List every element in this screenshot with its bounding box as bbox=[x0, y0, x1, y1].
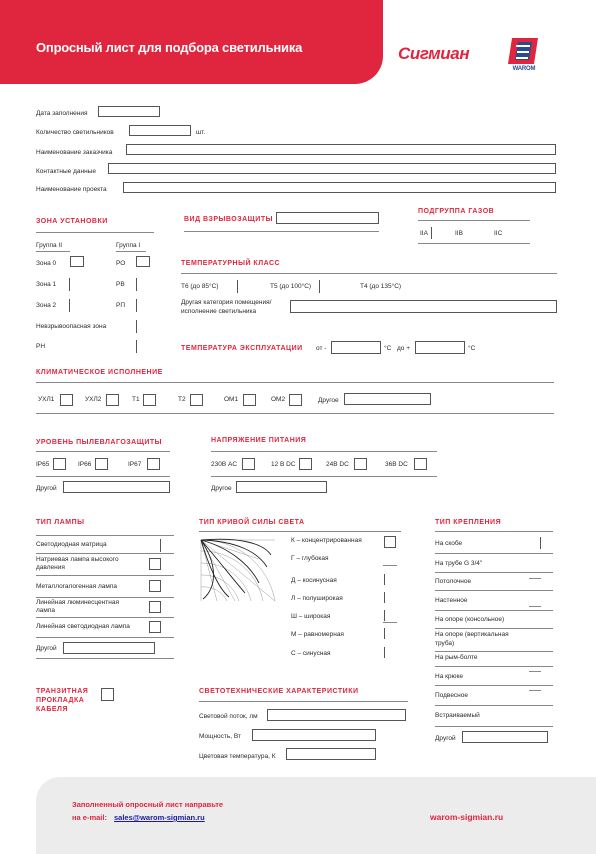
t5-label: Т5 (до 100°С) bbox=[270, 283, 312, 290]
divider bbox=[418, 243, 530, 244]
climate-t1-checkbox[interactable] bbox=[143, 394, 156, 406]
gas-iia-label: IIA bbox=[420, 230, 428, 237]
climate-other-label: Другое bbox=[318, 397, 339, 404]
flux-input[interactable] bbox=[267, 709, 406, 721]
temp-to-unit: °С bbox=[468, 345, 476, 352]
mount-bracket-checkbox[interactable] bbox=[540, 537, 541, 549]
lamp-section-title: ТИП ЛАМПЫ bbox=[36, 519, 85, 526]
mount-ceiling-label: Потолочное bbox=[435, 578, 472, 585]
curve-k-label: К – концентрированная bbox=[291, 537, 362, 544]
zone-1-label: Зона 1 bbox=[36, 281, 57, 288]
transit-title-line3: КАБЕЛЯ bbox=[36, 706, 68, 713]
transit-checkbox[interactable] bbox=[101, 688, 114, 701]
voltage-other-input[interactable] bbox=[236, 481, 327, 493]
zone-safe-checkbox[interactable] bbox=[136, 320, 137, 333]
curve-l-label: Л – полуширокая bbox=[291, 595, 343, 602]
divider bbox=[211, 476, 437, 477]
climate-ukhl1-label: УХЛ1 bbox=[38, 396, 55, 403]
divider bbox=[383, 622, 397, 623]
divider bbox=[36, 658, 174, 659]
mount-bracket-label: На скобе bbox=[435, 540, 463, 547]
divider bbox=[36, 535, 174, 536]
climate-ukhl2-checkbox[interactable] bbox=[106, 394, 119, 406]
voltage-24-label: 24В DC bbox=[326, 461, 349, 468]
climate-om1-checkbox[interactable] bbox=[243, 394, 256, 406]
ip67-checkbox[interactable] bbox=[147, 458, 160, 470]
climate-other-input[interactable] bbox=[344, 393, 431, 405]
group-2-label: Группа II bbox=[36, 242, 63, 249]
zone-ro-label: РО bbox=[116, 260, 126, 267]
climate-om1-label: ОМ1 bbox=[224, 396, 239, 403]
photometric-section-title: СВЕТОТЕХНИЧЕСКИЕ ХАРАКТЕРИСТИКИ bbox=[199, 688, 359, 695]
date-input[interactable] bbox=[98, 106, 160, 117]
lamp-linear-led-checkbox[interactable] bbox=[149, 621, 161, 633]
curve-d-checkbox[interactable] bbox=[384, 574, 385, 585]
customer-input[interactable] bbox=[126, 144, 556, 155]
other-category-label-2: исполнение светильника bbox=[181, 308, 257, 315]
lamp-other-input[interactable] bbox=[63, 642, 155, 654]
curve-m-checkbox[interactable] bbox=[384, 628, 385, 639]
ip65-checkbox[interactable] bbox=[53, 458, 66, 470]
t5-checkbox[interactable] bbox=[319, 280, 320, 293]
ip66-label: IP66 bbox=[78, 461, 92, 468]
zone-rp-checkbox[interactable] bbox=[136, 299, 137, 312]
climate-ukhl1-checkbox[interactable] bbox=[60, 394, 73, 406]
project-input[interactable] bbox=[123, 182, 556, 193]
mount-suspended-checkbox[interactable] bbox=[529, 690, 541, 691]
explosion-input[interactable] bbox=[276, 212, 379, 224]
divider bbox=[435, 705, 553, 706]
divider bbox=[435, 553, 553, 554]
mount-wall-label: Настенное bbox=[435, 597, 468, 604]
voltage-36-label: 36В DC bbox=[385, 461, 408, 468]
temp-to-label: до + bbox=[397, 345, 411, 352]
mount-eyebolt-label: На рым-болте bbox=[435, 654, 478, 661]
lamp-led-matrix-label: Светодиодная матрица bbox=[36, 541, 107, 548]
quantity-label: Количество светильников bbox=[36, 129, 114, 136]
voltage-230-checkbox[interactable] bbox=[242, 458, 255, 470]
zone-2-label: Зона 2 bbox=[36, 302, 57, 309]
lamp-sodium-label-2: давления bbox=[36, 564, 65, 571]
flux-label: Световой поток, лм bbox=[199, 713, 258, 720]
quantity-input[interactable] bbox=[129, 125, 191, 136]
cct-label: Цветовая температура, К bbox=[199, 753, 276, 760]
other-category-label-1: Другая категория помещения/ bbox=[181, 299, 272, 306]
explosion-section-title: ВИД ВЗРЫВОЗАЩИТЫ bbox=[184, 216, 273, 223]
divider bbox=[435, 531, 553, 532]
temp-from-label: от - bbox=[316, 345, 327, 352]
lamp-fluorescent-label-1: Линейная люминесцентная bbox=[36, 599, 119, 606]
divider bbox=[435, 685, 553, 686]
divider bbox=[418, 220, 530, 221]
curve-g-label: Г – глубокая bbox=[291, 555, 329, 562]
mount-ceiling-checkbox[interactable] bbox=[529, 578, 541, 579]
curve-section-title: ТИП КРИВОЙ СИЛЫ СВЕТА bbox=[199, 519, 305, 526]
voltage-24-checkbox[interactable] bbox=[354, 458, 367, 470]
curve-sh-checkbox[interactable] bbox=[384, 610, 385, 621]
divider bbox=[435, 610, 553, 611]
ip66-checkbox[interactable] bbox=[95, 458, 108, 470]
project-label: Наименование проекта bbox=[36, 186, 107, 193]
ip-other-label: Другой bbox=[36, 485, 57, 492]
divider bbox=[199, 701, 408, 702]
light-distribution-diagram-icon bbox=[199, 537, 277, 603]
zone-rv-label: РВ bbox=[116, 281, 125, 288]
ip-section-title: УРОВЕНЬ ПЫЛЕВЛАГОЗАЩИТЫ bbox=[36, 439, 162, 446]
curve-m-label: М – равномерная bbox=[291, 631, 344, 638]
mount-hook-checkbox[interactable] bbox=[529, 671, 541, 672]
climate-t1-label: Т1 bbox=[132, 396, 140, 403]
voltage-section-title: НАПРЯЖЕНИЕ ПИТАНИЯ bbox=[211, 437, 307, 444]
mount-section-title: ТИП КРЕПЛЕНИЯ bbox=[435, 519, 502, 526]
t6-label: Т6 (до 85°С) bbox=[181, 283, 219, 290]
divider bbox=[435, 590, 553, 591]
transit-title-line1: ТРАНЗИТНАЯ bbox=[36, 688, 89, 695]
divider bbox=[36, 232, 154, 233]
logo-caption: WAROM bbox=[512, 66, 536, 72]
zone-1-checkbox[interactable] bbox=[69, 278, 70, 291]
operating-temp-section-title: ТЕМПЕРАТУРА ЭКСПЛУАТАЦИИ bbox=[181, 345, 303, 352]
footer-website[interactable]: warom-sigmian.ru bbox=[430, 812, 504, 822]
customer-label: Наименование заказчика bbox=[36, 149, 113, 156]
climate-section-title: КЛИМАТИЧЕСКОЕ ИСПОЛНЕНИЕ bbox=[36, 369, 163, 376]
mount-other-label: Другой bbox=[435, 735, 456, 742]
lamp-fluorescent-label-2: лампа bbox=[36, 607, 56, 614]
divider bbox=[36, 413, 554, 414]
lamp-linear-led-label: Линейная светодиодная лампа bbox=[36, 623, 130, 630]
curve-l-checkbox[interactable] bbox=[384, 592, 385, 603]
zone-safe-label: Невзрывоопасная зона bbox=[36, 323, 107, 330]
divider bbox=[199, 531, 401, 532]
voltage-230-label: 230В AC bbox=[211, 461, 238, 468]
mount-vertical-label-2: труба) bbox=[435, 640, 455, 647]
contacts-label: Контактные данные bbox=[36, 168, 96, 175]
zone-rp-label: РП bbox=[116, 302, 126, 309]
ip-other-input[interactable] bbox=[63, 481, 170, 493]
zone-0-label: Зона 0 bbox=[36, 260, 57, 267]
curve-k-checkbox[interactable] bbox=[384, 536, 396, 548]
ip67-label: IP67 bbox=[128, 461, 142, 468]
divider bbox=[36, 597, 174, 598]
zone-rv-checkbox[interactable] bbox=[136, 278, 137, 291]
voltage-other-label: Другое bbox=[211, 485, 232, 492]
zone-ro-checkbox[interactable] bbox=[136, 256, 150, 267]
zone-2-checkbox[interactable] bbox=[69, 299, 70, 312]
lamp-sodium-checkbox[interactable] bbox=[149, 558, 161, 570]
divider bbox=[116, 251, 146, 252]
voltage-36-checkbox[interactable] bbox=[414, 458, 427, 470]
temp-to-input[interactable] bbox=[415, 341, 465, 354]
divider bbox=[184, 231, 379, 232]
mount-console-label: На опоре (консольное) bbox=[435, 616, 505, 623]
cct-input[interactable] bbox=[286, 748, 376, 760]
footer-email-prefix: на e-mail: bbox=[72, 813, 107, 822]
mount-vertical-label-1: На опоре (вертикальная bbox=[435, 631, 509, 638]
mount-suspended-label: Подвесное bbox=[435, 692, 469, 699]
divider bbox=[435, 628, 553, 629]
curve-d-label: Д – косинусная bbox=[291, 577, 337, 584]
divider bbox=[36, 382, 554, 383]
date-label: Дата заполнения bbox=[36, 110, 88, 117]
divider bbox=[181, 273, 557, 274]
t6-checkbox[interactable] bbox=[237, 280, 238, 293]
divider bbox=[36, 553, 174, 554]
footer-instruction: Заполненный опросный лист направьте bbox=[72, 800, 224, 809]
divider bbox=[435, 651, 553, 652]
lamp-fluorescent-checkbox[interactable] bbox=[149, 601, 161, 613]
mount-wall-checkbox[interactable] bbox=[529, 606, 541, 607]
power-label: Мощность, Вт bbox=[199, 733, 241, 740]
temp-from-unit: °С bbox=[384, 345, 392, 352]
quantity-unit: шт. bbox=[196, 129, 206, 136]
gas-section-title: ПОДГРУППА ГАЗОВ bbox=[418, 208, 495, 215]
divider bbox=[211, 451, 437, 452]
curve-s-label: С – синусная bbox=[291, 650, 331, 657]
divider bbox=[36, 251, 70, 252]
mount-recessed-label: Встраиваемый bbox=[435, 712, 480, 719]
mount-hook-label: На крюке bbox=[435, 673, 463, 680]
divider bbox=[435, 726, 553, 727]
climate-t2-checkbox[interactable] bbox=[190, 394, 203, 406]
climate-ukhl2-label: УХЛ2 bbox=[85, 396, 102, 403]
voltage-12-checkbox[interactable] bbox=[299, 458, 312, 470]
zone-rn-label: РН bbox=[36, 343, 46, 350]
footer-email-link[interactable]: sales@warom-sigmian.ru bbox=[114, 813, 205, 822]
curve-sh-label: Ш – широкая bbox=[291, 613, 331, 620]
lamp-led-matrix-checkbox[interactable] bbox=[160, 539, 161, 552]
lamp-sodium-label-1: Натриевая лампа высокого bbox=[36, 556, 119, 563]
transit-title-line2: ПРОКЛАДКА bbox=[36, 697, 85, 704]
brand-logo: Сигмиан bbox=[398, 44, 470, 63]
gas-iic-label: IIC bbox=[494, 230, 503, 237]
page-title: Опросный лист для подбора светильника bbox=[36, 40, 303, 55]
mount-pipe-label: На трубе G 3/4" bbox=[435, 560, 483, 567]
divider bbox=[36, 637, 174, 638]
curve-s-checkbox[interactable] bbox=[384, 647, 385, 658]
lamp-metal-halide-label: Металлогалогенная лампа bbox=[36, 583, 117, 590]
group-1-label: Группа I bbox=[116, 242, 141, 249]
power-input[interactable] bbox=[252, 729, 376, 741]
gas-iia-checkbox[interactable] bbox=[431, 227, 432, 239]
ip65-label: IP65 bbox=[36, 461, 50, 468]
contacts-input[interactable] bbox=[108, 163, 556, 174]
climate-om2-label: ОМ2 bbox=[271, 396, 286, 403]
divider bbox=[435, 572, 553, 573]
gas-iib-label: IIB bbox=[455, 230, 463, 237]
divider bbox=[36, 617, 174, 618]
voltage-12-label: 12 В DC bbox=[271, 461, 296, 468]
climate-om2-checkbox[interactable] bbox=[289, 394, 302, 406]
climate-t2-label: Т2 bbox=[178, 396, 186, 403]
zone-0-checkbox[interactable] bbox=[70, 256, 84, 267]
lamp-metal-halide-checkbox[interactable] bbox=[149, 580, 161, 592]
temp-class-section-title: ТЕМПЕРАТУРНЫЙ КЛАСС bbox=[181, 260, 281, 267]
divider bbox=[36, 575, 174, 576]
mount-other-input[interactable] bbox=[462, 731, 548, 743]
zone-rn-checkbox[interactable] bbox=[136, 340, 137, 353]
divider bbox=[36, 451, 170, 452]
temp-from-input[interactable] bbox=[331, 341, 381, 354]
curve-g-checkbox[interactable] bbox=[383, 565, 397, 566]
zone-section-title: ЗОНА УСТАНОВКИ bbox=[36, 218, 108, 225]
other-category-input[interactable] bbox=[290, 300, 557, 313]
lamp-other-label: Другой bbox=[36, 645, 57, 652]
t4-label: Т4 (до 135°С) bbox=[360, 283, 402, 290]
divider bbox=[36, 476, 170, 477]
divider bbox=[435, 666, 553, 667]
